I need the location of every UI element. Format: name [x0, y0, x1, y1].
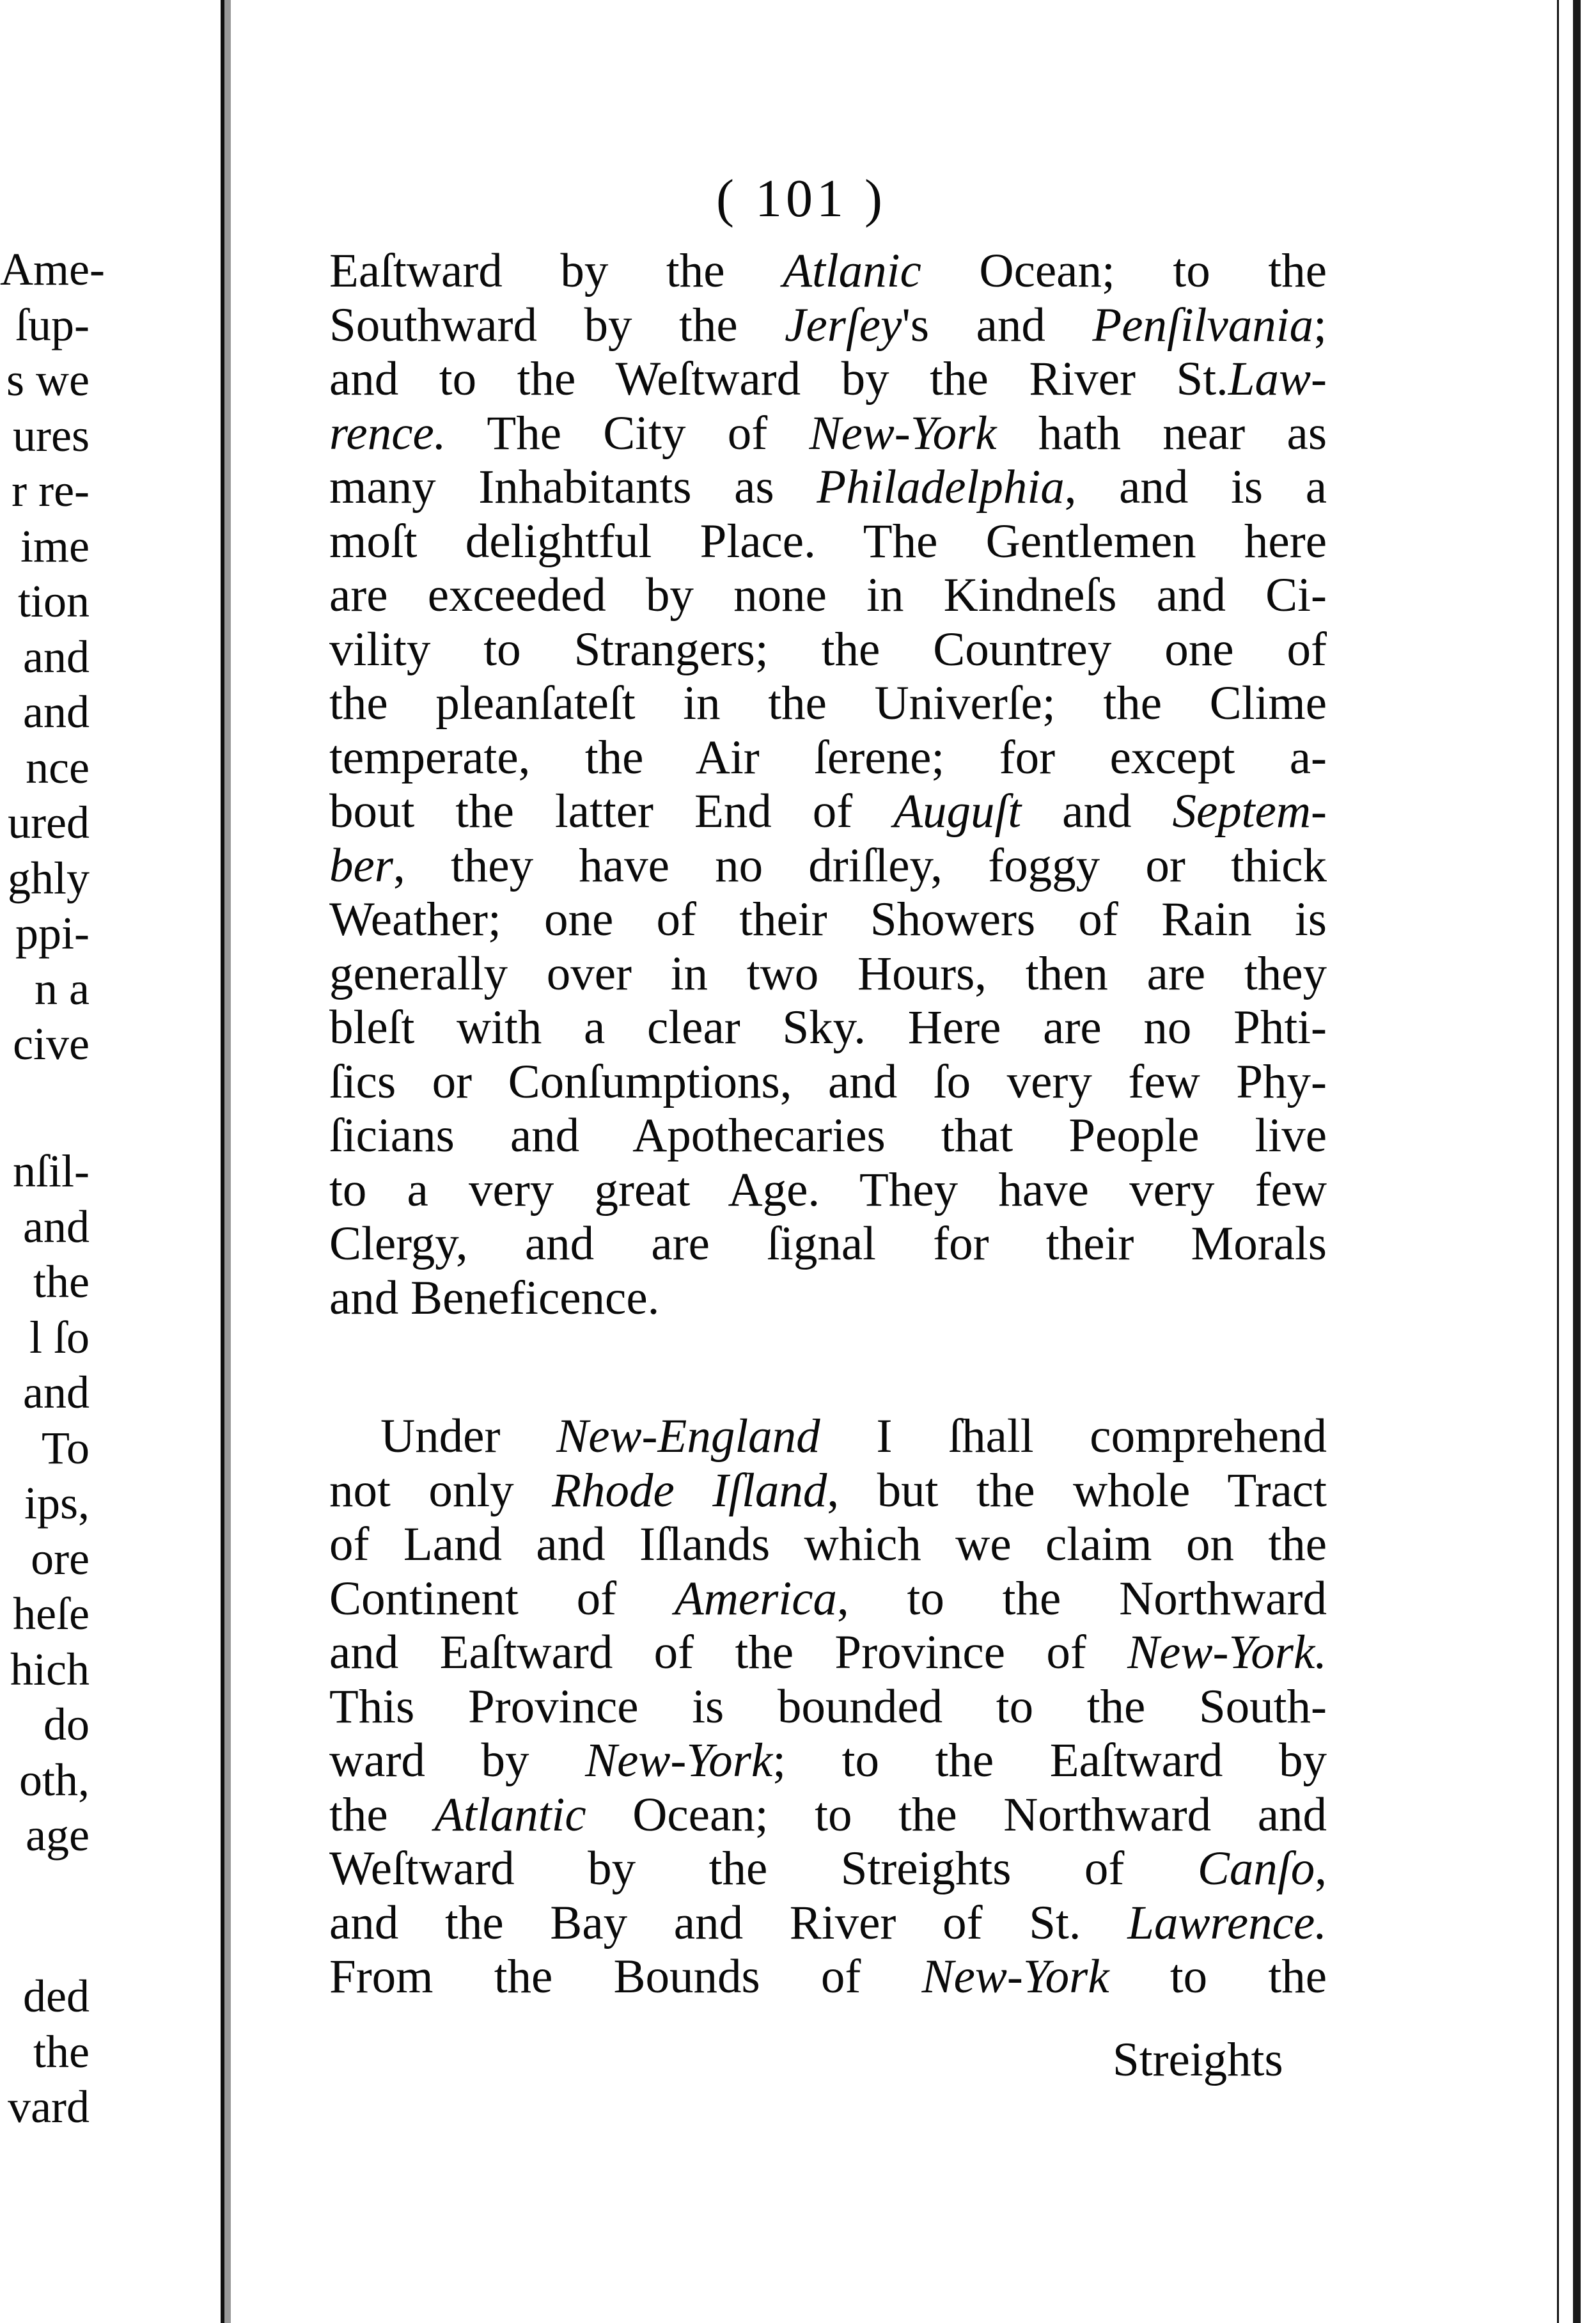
left-fragment-line: ured — [8, 797, 90, 848]
text-line — [329, 1518, 1327, 1572]
italic-run: rence. — [329, 406, 446, 460]
text-run: the pleanſateſt in the Univerſe; the Clime — [329, 677, 1327, 730]
text-run: generally over in two Hours, then are they — [329, 947, 1327, 1000]
text-run: ſics or Conſumptions, and ſo very few Phy- — [329, 1055, 1327, 1108]
text-line — [329, 569, 1327, 623]
text-run: Weſtward by the Streights of — [329, 1842, 1198, 1895]
catchword: Streights — [1113, 2033, 1283, 2086]
italic-run: Penſilvania — [1092, 298, 1314, 352]
left-fragment-line: ures — [13, 409, 90, 461]
text-line — [329, 1109, 1327, 1163]
right-page-edge — [1557, 0, 1596, 2323]
text-run: and Beneficence. — [329, 1271, 660, 1325]
text-run: , they have no driſley, foggy or thick — [393, 839, 1327, 892]
italic-run: Septem- — [1172, 785, 1327, 838]
text-line — [329, 1950, 1327, 2004]
text-run: and to the Weſtward by the River St. — [329, 352, 1228, 406]
text-run: vility to Strangers; the Countrey one of — [329, 622, 1327, 676]
left-fragment-line: ghly — [7, 852, 90, 904]
italic-run: Atlantic — [434, 1788, 586, 1841]
left-fragment-line: ppi- — [15, 908, 90, 959]
left-fragment-line: and — [23, 631, 90, 682]
text-line — [329, 515, 1327, 569]
text-run: ; to the Eaſtward by — [772, 1734, 1327, 1787]
text-run: , — [1315, 1842, 1327, 1895]
text-run: many Inhabitants as — [329, 461, 817, 514]
text-line — [329, 731, 1327, 785]
text-line — [329, 785, 1327, 839]
italic-run: Atlanic — [783, 244, 921, 297]
left-fragment-line: r re- — [12, 465, 90, 516]
left-fragment-line: n a — [35, 963, 90, 1014]
text-line — [329, 1842, 1327, 1896]
left-fragment-line: the — [33, 1256, 90, 1307]
text-line — [329, 1217, 1327, 1272]
text-run: Under — [380, 1410, 557, 1463]
italic-run: Law- — [1228, 352, 1327, 406]
text-run: , to the Northward — [836, 1571, 1327, 1625]
left-fragment-line: do — [43, 1699, 90, 1750]
italic-run: Canſo — [1197, 1842, 1315, 1895]
left-fragment-line: oth, — [19, 1754, 90, 1806]
text-run: ward by — [329, 1734, 586, 1787]
text-line — [329, 1734, 1327, 1788]
text-line — [329, 947, 1327, 1002]
text-run: to the — [1109, 1950, 1327, 2003]
left-fragment-line: tion — [17, 576, 90, 627]
left-fragment-line: and — [23, 686, 90, 737]
left-fragment-line: age — [26, 1809, 90, 1861]
text-run: of Land and Iſlands which we claim on the — [329, 1518, 1327, 1571]
italic-run: Auguſt — [893, 785, 1022, 838]
text-line — [329, 407, 1327, 461]
italic-run: ber — [329, 839, 393, 892]
left-fragment-line: s we — [6, 354, 90, 406]
italic-run: New-York — [585, 1734, 773, 1787]
text-run: , but the whole Tract — [827, 1463, 1327, 1517]
left-fragments-group-2 — [0, 1144, 96, 1863]
gutter-shadow — [224, 0, 231, 2323]
italic-run: New-York. — [1127, 1626, 1327, 1679]
text-run: and — [1021, 785, 1173, 838]
text-run: From the Bounds of — [329, 1950, 922, 2003]
italic-run: Jerſey — [785, 298, 902, 352]
text-line — [329, 299, 1327, 353]
text-run: Ocean; to the — [921, 244, 1327, 297]
left-fragment-line: vard — [8, 2081, 90, 2132]
text-line — [329, 1788, 1327, 1843]
left-fragment-line: and — [23, 1367, 90, 1418]
paragraph-2 — [329, 1410, 1327, 2004]
left-fragment-line: ime — [20, 520, 90, 572]
text-run: temperate, the Air ſerene; for except a- — [329, 730, 1327, 784]
text-run: ; — [1313, 298, 1327, 352]
left-fragment-line: cive — [13, 1018, 90, 1069]
text-run: hath near as — [996, 406, 1327, 460]
left-fragment-line: the — [33, 2026, 90, 2077]
italic-run: New-York — [921, 1950, 1109, 2003]
italic-run: New-England — [556, 1410, 820, 1463]
page-number: ( 101 ) — [716, 169, 886, 228]
text-line — [329, 1680, 1327, 1735]
text-line — [329, 1410, 1327, 1464]
text-line — [329, 677, 1327, 731]
italic-run: Lawrence. — [1127, 1896, 1327, 1949]
left-fragment-line: To — [42, 1422, 90, 1474]
left-fragment-line: nſil- — [13, 1146, 90, 1197]
italic-run: America — [674, 1571, 837, 1625]
text-run: Eaſtward by the — [329, 244, 783, 297]
left-fragment-line: ips, — [24, 1477, 90, 1529]
text-run: Weather; one of their Showers of Rain is — [329, 893, 1327, 946]
text-run: , and is a — [1064, 461, 1327, 514]
left-fragments-group-3 — [0, 1969, 96, 2135]
text-line — [329, 1626, 1327, 1680]
italic-run: Rhode Iſland — [552, 1463, 827, 1517]
previous-page-edge — [0, 0, 205, 2323]
italic-run: New-York — [809, 406, 997, 460]
text-line — [329, 839, 1327, 894]
text-run: The City of — [446, 406, 810, 460]
text-line — [329, 1572, 1327, 1626]
text-run: and Eaſtward of the Province of — [329, 1626, 1128, 1679]
text-run: not only — [329, 1463, 552, 1517]
left-fragments-group-1 — [0, 242, 105, 1072]
left-fragment-line: ſup- — [15, 299, 90, 350]
left-fragment-line: l ſo — [29, 1311, 90, 1363]
left-fragment-line: nce — [26, 741, 90, 793]
paragraph-1 — [329, 244, 1327, 1325]
text-run: This Province is bounded to the South- — [329, 1680, 1327, 1733]
text-line — [329, 1272, 1327, 1326]
text-line — [329, 1163, 1327, 1218]
text-line — [329, 623, 1327, 677]
text-line — [329, 1896, 1327, 1951]
text-run: moſt delightful Place. The Gentlemen here — [329, 514, 1327, 568]
text-run: Southward by the — [329, 298, 785, 352]
text-run: bout the latter End of — [329, 785, 894, 838]
text-run: to a very great Age. They have very few — [329, 1163, 1327, 1217]
text-run: are exceeded by none in Kindneſs and Ci- — [329, 569, 1327, 622]
text-line — [329, 1055, 1327, 1110]
text-run: bleſt with a clear Sky. Here are no Phti- — [329, 1001, 1327, 1054]
text-line — [329, 244, 1327, 299]
text-run: Clergy, and are ſignal for their Morals — [329, 1217, 1327, 1270]
left-fragment-line: ore — [31, 1532, 90, 1584]
text-line — [329, 893, 1327, 947]
text-run: I ſhall comprehend — [820, 1410, 1327, 1463]
left-fragment-line: heſe — [13, 1588, 90, 1639]
left-fragment-line: and — [23, 1201, 90, 1252]
text-line — [329, 461, 1327, 515]
italic-run: Philadelphia — [817, 461, 1065, 514]
left-fragment-line: hich — [10, 1643, 90, 1695]
left-fragment-line: Ame- — [0, 244, 105, 295]
text-line — [329, 1464, 1327, 1518]
text-run: 's and — [902, 298, 1093, 352]
text-run: the — [329, 1788, 435, 1841]
text-run: and the Bay and River of St. — [329, 1896, 1128, 1949]
left-fragment-line: ded — [23, 1971, 90, 2022]
text-line — [329, 352, 1327, 407]
text-line — [329, 1001, 1327, 1055]
text-run: Continent of — [329, 1571, 675, 1625]
text-run: ſicians and Apothecaries that People live — [329, 1109, 1327, 1162]
text-run: Ocean; to the Northward and — [586, 1788, 1327, 1841]
